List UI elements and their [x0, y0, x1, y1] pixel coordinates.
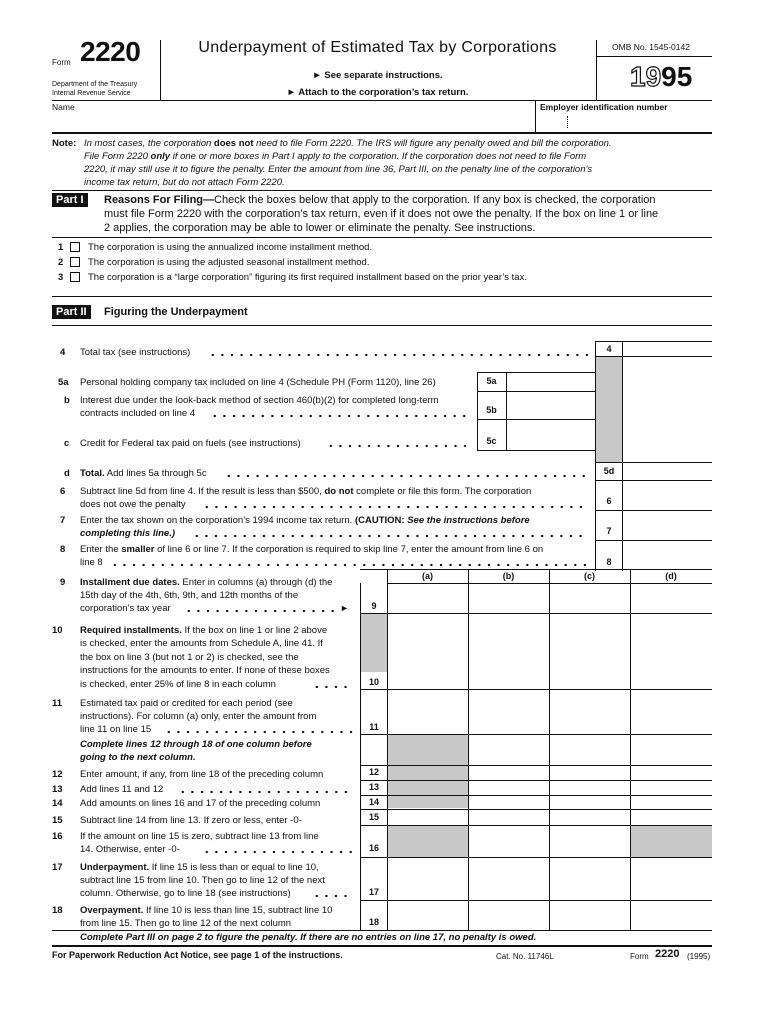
line17-text2: subtract line 15 from line 10. Then go to line 12 of the next: [80, 875, 325, 886]
line5b-text2: contracts included on line 4: [80, 408, 196, 419]
line14-box: 14: [368, 797, 379, 807]
line6-amount[interactable]: [624, 481, 710, 509]
column-b-header: (b): [502, 571, 515, 581]
line7-text1: Enter the tax shown on the corporation’s 1994 income tax return. (CAUTION: See the instructions before: [80, 515, 530, 526]
line16-num: 16: [52, 831, 63, 842]
line5a-box: 5a: [486, 376, 497, 386]
line7-amount[interactable]: [624, 511, 710, 539]
note-line2: File Form 2220 only if one or more boxes in Part I apply to the corporation. If the corporation does not need to file Form: [84, 151, 587, 162]
line7-box: 7: [606, 526, 612, 536]
line9-entry-cells[interactable]: [389, 585, 709, 612]
line14-num: 14: [52, 798, 63, 809]
line7-num: 7: [60, 515, 66, 526]
line10-text4: instructions for the amounts to enter. If none of these boxes: [80, 665, 330, 676]
footer-form-word: Form: [630, 952, 649, 961]
paperwork-notice: For Paperwork Reduction Act Notice, see page 1 of the instructions.: [52, 950, 343, 960]
line5b-box: 5b: [486, 405, 497, 415]
line13-box: 13: [368, 782, 379, 792]
line5c-num: c: [64, 438, 70, 449]
line12-num: 12: [52, 769, 63, 780]
line9-num: 9: [60, 577, 66, 588]
line4-box: 4: [606, 344, 612, 354]
part1-item1-checkbox[interactable]: [70, 242, 80, 252]
part2-footer-note: Complete Part III on page 2 to figure the penalty. If there are no entries on line 17, no penalty is owed.: [80, 932, 537, 943]
line5a-amount[interactable]: [508, 373, 594, 390]
line5a-num: 5a: [58, 377, 69, 388]
line16-text2: 14. Otherwise, enter -0-: [80, 844, 180, 855]
line11-text2: instructions). For column (a) only, enter the amount from: [80, 711, 317, 722]
line10-text5: is checked, enter 25% of line 8 in each column: [80, 679, 276, 690]
dept-line2: Internal Revenue Service: [52, 90, 131, 97]
part1-line3: 2 applies, the corporation may be able to lower or eliminate the penalty. See instructions.: [104, 222, 536, 234]
line13-num: 13: [52, 784, 63, 795]
line16-box: 16: [368, 843, 379, 853]
form-title: Underpayment of Estimated Tax by Corporations: [198, 39, 557, 56]
part1-item3-checkbox[interactable]: [70, 272, 80, 282]
instruction-see-separate: ► See separate instructions.: [312, 70, 443, 81]
line17-text1: Underpayment. If line 15 is less than or equal to line 10,: [80, 862, 319, 873]
line8-text1: Enter the smaller of line 6 or line 7. If the corporation is required to skip line 7, enter the amount from line 6 on: [80, 544, 544, 555]
note-line1: In most cases, the corporation does not need to file Form 2220. The IRS will figure any penalty owed and bill the corporation.: [84, 138, 612, 149]
part1-label: Part I: [52, 193, 88, 207]
column-c-header: (c): [584, 571, 595, 581]
line11-text3: line 11 on line 15: [80, 724, 152, 735]
part1-line1: Reasons For Filing—Check the boxes below that apply to the corporation. If any box is checked, the corporation: [104, 194, 656, 206]
dept-line1: Department of the Treasury: [52, 81, 138, 88]
name-label: Name: [52, 102, 75, 112]
part1-item1-num: 1: [58, 242, 64, 253]
line9-text1: Installment due dates. Enter in columns (a) through (d) the: [80, 577, 333, 588]
line18-num: 18: [52, 905, 63, 916]
part1-item2-text: The corporation is using the adjusted seasonal installment method.: [88, 257, 370, 268]
line8-box: 8: [606, 557, 612, 567]
footer-year: (1995): [687, 952, 711, 961]
line6-text1: Subtract line 5d from line 4. If the result is less than $500, do not complete or file this form. The corporation: [80, 486, 532, 497]
part1-item2-checkbox[interactable]: [70, 257, 80, 267]
line4-amount[interactable]: [624, 342, 710, 355]
part2-label: Part II: [52, 305, 91, 319]
line17-box: 17: [368, 887, 379, 897]
line15-num: 15: [52, 815, 63, 826]
line5d-box: 5d: [603, 466, 615, 476]
line4-text: Total tax (see instructions): [80, 347, 191, 358]
complete-note-line2: going to the next column.: [80, 752, 196, 763]
line9-text3: corporation’s tax year: [80, 603, 171, 614]
line18-box: 18: [368, 917, 379, 927]
catalog-number: Cat. No. 11746L: [496, 952, 554, 961]
line5d-amount[interactable]: [624, 463, 710, 479]
line6-text2: does not owe the penalty: [80, 499, 186, 510]
line10-text1: Required installments. If the box on line 1 or line 2 above: [80, 625, 328, 636]
line15-text: Subtract line 14 from line 13. If zero or less, enter -0-: [80, 815, 302, 826]
part1-item3-text: The corporation is a “large corporation” figuring its first required installment based on the prior year’s tax.: [88, 272, 527, 283]
line17-entry-cells[interactable]: [389, 859, 709, 899]
line8-amount[interactable]: [624, 541, 710, 568]
part2-heading: Figuring the Underpayment: [104, 306, 248, 318]
line10-text3: the box on line 3 (but not 1 or 2) is checked, see the: [80, 652, 299, 663]
line16-text1: If the amount on line 15 is zero, subtract line 13 from line: [80, 831, 319, 842]
line5c-box: 5c: [486, 436, 497, 446]
line5b-text1: Interest due under the look-back method of section 460(b)(2) for completed long-term: [80, 395, 439, 406]
line5d-num: d: [64, 468, 70, 479]
line5a-text: Personal holding company tax included on line 4 (Schedule PH (Form 1120), line 26): [80, 377, 436, 388]
line9-arrow-icon: ►: [340, 603, 349, 613]
name-field[interactable]: [56, 114, 526, 130]
line10-box: 10: [368, 677, 379, 687]
line18-text2: from line 15. Then go to line 12 of the next column: [80, 918, 292, 929]
form-number: 2220: [80, 36, 141, 67]
line17-num: 17: [52, 862, 63, 873]
line5b-amount[interactable]: [508, 392, 594, 418]
line11-entry-cells[interactable]: [389, 691, 709, 733]
part1-item2-num: 2: [58, 257, 64, 268]
line5c-text: Credit for Federal tax paid on fuels (see instructions): [80, 438, 301, 449]
line11-box: 11: [369, 722, 379, 732]
line6-box: 6: [606, 496, 612, 506]
line7-text2: completing this line.): [80, 528, 176, 539]
line10-text2: is checked, enter the amounts from Schedule A, line 41. If: [80, 638, 323, 649]
ein-label: Employer identification number: [540, 102, 668, 112]
line8-text2: line 8: [80, 557, 103, 568]
line11-text1: Estimated tax paid or credited for each period (see: [80, 698, 293, 709]
lines12-14-entry-cells[interactable]: [470, 736, 710, 808]
line4-num: 4: [60, 347, 66, 358]
part1-item1-text: The corporation is using the annualized income installment method.: [88, 242, 373, 253]
part1-item3-num: 3: [58, 272, 64, 283]
column-a-header: (a): [422, 571, 433, 581]
line5b-num: b: [64, 395, 70, 406]
line5c-amount[interactable]: [508, 420, 594, 449]
line5d-text: Total. Add lines 5a through 5c: [80, 468, 207, 479]
line6-num: 6: [60, 486, 66, 497]
line10-num: 10: [52, 625, 63, 636]
note-line4: income tax return, but do not attach Form 2220.: [84, 177, 285, 188]
instruction-attach: ► Attach to the corporation’s tax return.: [286, 87, 469, 98]
tax-year: 1995: [630, 61, 693, 92]
complete-note-line1: Complete lines 12 through 18 of one column before: [80, 739, 312, 750]
footer-form-number: 2220: [655, 948, 680, 960]
column-d-header: (d): [665, 571, 677, 581]
line11-num: 11: [52, 698, 63, 709]
line18-text1: Overpayment. If line 10 is less than line 15, subtract line 10: [80, 905, 333, 916]
line9-box: 9: [371, 601, 377, 611]
omb-number: OMB No. 1545-0142: [612, 42, 690, 52]
line8-num: 8: [60, 544, 66, 555]
line18-entry-cells[interactable]: [389, 902, 709, 929]
form-word: Form: [52, 58, 71, 67]
line15-box: 15: [368, 812, 379, 822]
line14-text: Add amounts on lines 16 and 17 of the preceding column: [80, 798, 321, 809]
note-label: Note:: [52, 138, 77, 149]
line12-box: 12: [368, 767, 379, 777]
part1-line2: must file Form 2220 with the corporation’s tax return, even if it does not owe the penalty. If the box on line 1 or line: [104, 208, 659, 220]
line9-text2: 15th day of the 4th, 6th, 9th, and 12th months of the: [80, 590, 299, 601]
ein-field[interactable]: [540, 114, 710, 130]
line13-text: Add lines 11 and 12: [80, 784, 164, 795]
line10-entry-cells[interactable]: [389, 615, 709, 688]
line16-entry-cells[interactable]: [470, 827, 629, 856]
line15-entry-cells[interactable]: [389, 811, 709, 824]
note-line3: 2220, it may still use it to figure the penalty. Enter the amount from line 36, Part III, on the penalty line of the corporation’s: [84, 164, 593, 175]
line12-text: Enter amount, if any, from line 18 of the preceding column: [80, 769, 324, 780]
line17-text3: column. Otherwise, go to line 18 (see instructions): [80, 888, 291, 899]
